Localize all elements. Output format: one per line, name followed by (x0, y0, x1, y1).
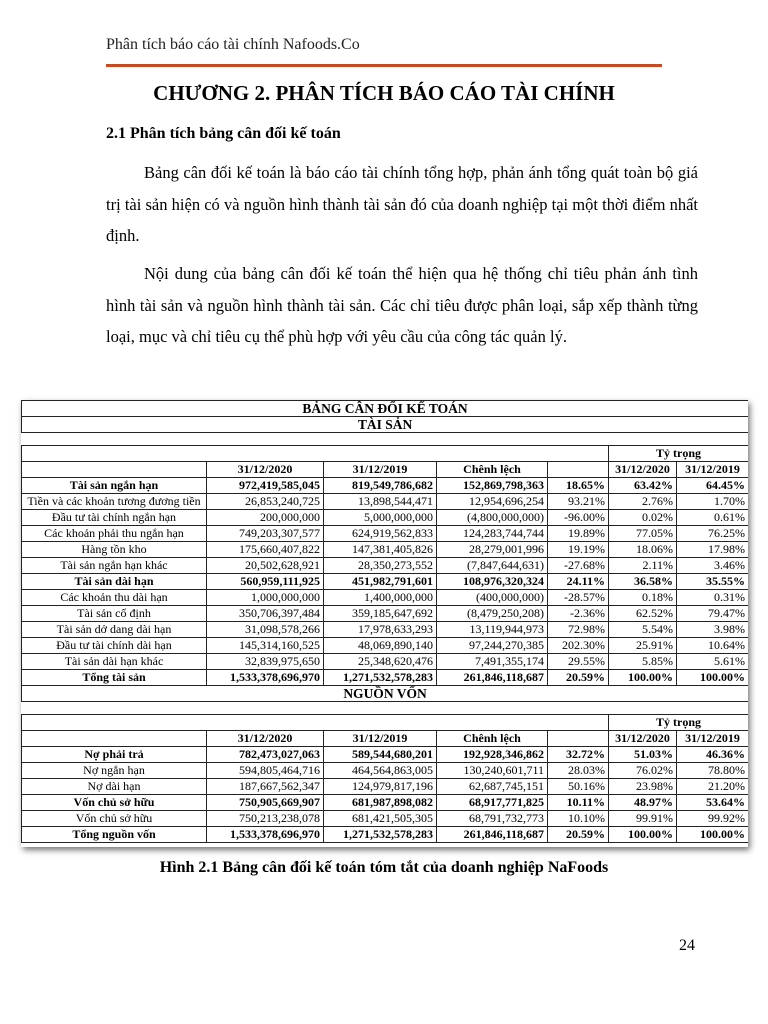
value-cell: 10.10% (548, 811, 609, 827)
row-label: Đầu tư tài chính ngắn hạn (22, 510, 207, 526)
value-cell: 28,350,273,552 (324, 558, 437, 574)
table-row (22, 747, 749, 763)
value-cell: 147,381,405,826 (324, 542, 437, 558)
value-cell: 51.03% (609, 747, 677, 763)
value-cell: 750,213,238,078 (207, 811, 324, 827)
row-label: Hàng tồn kho (22, 542, 207, 558)
paragraph-1: Bảng cân đối kế toán là báo cáo tài chính tổng hợp, phản ánh tổng quát toàn bộ giá trị tài sản hiện có và nguồn hình thành tài sản đó của doanh nghiệp tại một thời điểm nhất định. (106, 163, 698, 245)
value-cell: 261,846,118,687 (437, 827, 548, 843)
value-cell: 750,905,669,907 (207, 795, 324, 811)
value-cell: 76.02% (609, 763, 677, 779)
value-cell: 589,544,680,201 (324, 747, 437, 763)
blank-row (22, 433, 749, 446)
assets-heading-row (22, 417, 749, 433)
value-cell: 79.47% (677, 606, 749, 622)
value-cell: 13,898,544,471 (324, 494, 437, 510)
value-cell: 20,502,628,921 (207, 558, 324, 574)
value-cell: 32,839,975,650 (207, 654, 324, 670)
table-row (22, 606, 749, 622)
value-cell: (8,479,250,208) (437, 606, 548, 622)
row-label: Đầu tư tài chính dài hạn (22, 638, 207, 654)
weight-header-row (22, 715, 749, 731)
value-cell: 21.20% (677, 779, 749, 795)
table-row (22, 827, 749, 843)
section-heading: 2.1 Phân tích bảng cân đối kế toán (106, 125, 341, 142)
value-cell: 63.42% (609, 478, 677, 494)
blank-cell (22, 715, 609, 731)
value-cell: 681,421,505,305 (324, 811, 437, 827)
value-cell: 100.00% (677, 827, 749, 843)
value-cell: 124,283,744,744 (437, 526, 548, 542)
value-cell: 3.46% (677, 558, 749, 574)
row-label: Tài sản dài hạn (22, 574, 207, 590)
table-caption: Hình 2.1 Bảng cân đối kế toán tóm tắt của doanh nghiệp NaFoods (159, 859, 609, 876)
value-cell: 23.98% (609, 779, 677, 795)
value-cell: 17,978,633,293 (324, 622, 437, 638)
row-label: Các khoản thu dài hạn (22, 590, 207, 606)
col-header: Chênh lệch (437, 731, 548, 747)
value-cell: 10.64% (677, 638, 749, 654)
col-header: Chênh lệch (437, 462, 548, 478)
value-cell: 19.19% (548, 542, 609, 558)
value-cell: 681,987,898,082 (324, 795, 437, 811)
value-cell: 50.16% (548, 779, 609, 795)
value-cell: 28,279,001,996 (437, 542, 548, 558)
value-cell: 99.91% (609, 811, 677, 827)
value-cell: 78.80% (677, 763, 749, 779)
row-label: Nợ ngắn hạn (22, 763, 207, 779)
value-cell: 145,314,160,525 (207, 638, 324, 654)
value-cell: 100.00% (677, 670, 749, 686)
row-label: Vốn chủ sở hữu (22, 795, 207, 811)
col-header: 31/12/2019 (677, 731, 749, 747)
table-row (22, 542, 749, 558)
value-cell: 77.05% (609, 526, 677, 542)
blank-cell (22, 446, 609, 462)
value-cell: 68,791,732,773 (437, 811, 548, 827)
value-cell: 5.61% (677, 654, 749, 670)
value-cell: 25,348,620,476 (324, 654, 437, 670)
blank-cell (22, 731, 207, 747)
table-row (22, 763, 749, 779)
table-row (22, 779, 749, 795)
balance-sheet-table (21, 400, 748, 843)
table-row (22, 510, 749, 526)
row-label: Tiền và các khoản tương đương tiền (22, 494, 207, 510)
table-row (22, 494, 749, 510)
row-label: Các khoản phải thu ngắn hạn (22, 526, 207, 542)
paragraph-2: Nội dung của bảng cân đối kế toán thể hiện qua hệ thống chỉ tiêu phản ánh tình hình tài sản và nguồn hình thành tài sản. Các chỉ tiêu được phân loại, sắp xếp thành từng loại, mục và chỉ tiêu cụ thể phù hợp với yêu cầu của công tác quản lý. (106, 264, 698, 346)
value-cell: 31,098,578,266 (207, 622, 324, 638)
value-cell: 819,549,786,682 (324, 478, 437, 494)
value-cell: 17.98% (677, 542, 749, 558)
table-row (22, 558, 749, 574)
value-cell: 1,271,532,578,283 (324, 827, 437, 843)
value-cell: 29.55% (548, 654, 609, 670)
value-cell: 24.11% (548, 574, 609, 590)
value-cell: 749,203,307,577 (207, 526, 324, 542)
value-cell: 108,976,320,324 (437, 574, 548, 590)
table-row (22, 811, 749, 827)
row-label: Tổng nguồn vốn (22, 827, 207, 843)
value-cell: 20.59% (548, 670, 609, 686)
blank-cell (22, 433, 749, 446)
balance-sheet-table-figure (21, 400, 748, 847)
value-cell: 560,959,111,925 (207, 574, 324, 590)
blank-cell (22, 702, 749, 715)
value-cell: 76.25% (677, 526, 749, 542)
row-label: Nợ phải trả (22, 747, 207, 763)
value-cell: -2.36% (548, 606, 609, 622)
value-cell: 48.97% (609, 795, 677, 811)
row-label: Tài sản cố định (22, 606, 207, 622)
value-cell: 972,419,585,045 (207, 478, 324, 494)
weight-heading: Tỷ trọng (609, 715, 749, 731)
table-row (22, 795, 749, 811)
blank-cell (548, 731, 609, 747)
value-cell: 1,533,378,696,970 (207, 827, 324, 843)
sources-heading: NGUỒN VỐN (22, 686, 749, 702)
value-cell: 0.18% (609, 590, 677, 606)
value-cell: 624,919,562,833 (324, 526, 437, 542)
value-cell: 1.70% (677, 494, 749, 510)
table-row (22, 638, 749, 654)
value-cell: 5,000,000,000 (324, 510, 437, 526)
value-cell: 350,706,397,484 (207, 606, 324, 622)
value-cell: 124,979,817,196 (324, 779, 437, 795)
value-cell: 19.89% (548, 526, 609, 542)
weight-heading: Tỷ trọng (609, 446, 749, 462)
value-cell: 35.55% (677, 574, 749, 590)
value-cell: 99.92% (677, 811, 749, 827)
value-cell: 13,119,944,973 (437, 622, 548, 638)
table-title-row (22, 401, 749, 417)
chapter-title: CHƯƠNG 2. PHÂN TÍCH BÁO CÁO TÀI CHÍNH (153, 81, 615, 105)
row-label: Vốn chủ sở hữu (22, 811, 207, 827)
value-cell: 18.65% (548, 478, 609, 494)
value-cell: 782,473,027,063 (207, 747, 324, 763)
page-header: Phân tích báo cáo tài chính Nafoods.Co (106, 36, 360, 53)
value-cell: 7,491,355,174 (437, 654, 548, 670)
col-header: 31/12/2020 (609, 731, 677, 747)
value-cell: 46.36% (677, 747, 749, 763)
column-header-row (22, 731, 749, 747)
sources-heading-row (22, 686, 749, 702)
value-cell: 464,564,863,005 (324, 763, 437, 779)
blank-row (22, 702, 749, 715)
col-header: 31/12/2020 (207, 462, 324, 478)
value-cell: (7,847,644,631) (437, 558, 548, 574)
value-cell: 1,400,000,000 (324, 590, 437, 606)
value-cell: 152,869,798,363 (437, 478, 548, 494)
value-cell: 261,846,118,687 (437, 670, 548, 686)
value-cell: 359,185,647,692 (324, 606, 437, 622)
table-row (22, 478, 749, 494)
page-number: 24 (679, 937, 695, 954)
value-cell: 26,853,240,725 (207, 494, 324, 510)
value-cell: 100.00% (609, 670, 677, 686)
value-cell: 0.61% (677, 510, 749, 526)
row-label: Tài sản dài hạn khác (22, 654, 207, 670)
table-row (22, 574, 749, 590)
value-cell: 93.21% (548, 494, 609, 510)
value-cell: 97,244,270,385 (437, 638, 548, 654)
value-cell: 2.76% (609, 494, 677, 510)
value-cell: 451,982,791,601 (324, 574, 437, 590)
value-cell: 130,240,601,711 (437, 763, 548, 779)
value-cell: 18.06% (609, 542, 677, 558)
value-cell: (400,000,000) (437, 590, 548, 606)
value-cell: 2.11% (609, 558, 677, 574)
value-cell: 1,000,000,000 (207, 590, 324, 606)
value-cell: -96.00% (548, 510, 609, 526)
value-cell: 10.11% (548, 795, 609, 811)
header-rule (106, 64, 662, 67)
row-label: Nợ dài hạn (22, 779, 207, 795)
value-cell: 62.52% (609, 606, 677, 622)
weight-header-row (22, 446, 749, 462)
value-cell: 1,533,378,696,970 (207, 670, 324, 686)
row-label: Tài sản ngắn hạn (22, 478, 207, 494)
value-cell: -28.57% (548, 590, 609, 606)
value-cell: 68,917,771,825 (437, 795, 548, 811)
value-cell: 594,805,464,716 (207, 763, 324, 779)
row-label: Tài sản dở dang dài hạn (22, 622, 207, 638)
column-header-row (22, 462, 749, 478)
blank-cell (548, 462, 609, 478)
col-header: 31/12/2020 (609, 462, 677, 478)
value-cell: 0.02% (609, 510, 677, 526)
table-row (22, 526, 749, 542)
value-cell: 48,069,890,140 (324, 638, 437, 654)
table-row (22, 670, 749, 686)
value-cell: 100.00% (609, 827, 677, 843)
value-cell: 175,660,407,822 (207, 542, 324, 558)
value-cell: 64.45% (677, 478, 749, 494)
value-cell: 32.72% (548, 747, 609, 763)
value-cell: 12,954,696,254 (437, 494, 548, 510)
value-cell: 25.91% (609, 638, 677, 654)
value-cell: -27.68% (548, 558, 609, 574)
value-cell: 28.03% (548, 763, 609, 779)
value-cell: 5.85% (609, 654, 677, 670)
table-row (22, 622, 749, 638)
table-row (22, 654, 749, 670)
value-cell: 3.98% (677, 622, 749, 638)
col-header: 31/12/2019 (677, 462, 749, 478)
value-cell: 62,687,745,151 (437, 779, 548, 795)
value-cell: 200,000,000 (207, 510, 324, 526)
col-header: 31/12/2020 (207, 731, 324, 747)
table-title: BẢNG CÂN ĐỐI KẾ TOÁN (22, 401, 749, 417)
row-label: Tổng tài sản (22, 670, 207, 686)
value-cell: 36.58% (609, 574, 677, 590)
table-row (22, 590, 749, 606)
value-cell: 5.54% (609, 622, 677, 638)
value-cell: (4,800,000,000) (437, 510, 548, 526)
assets-heading: TÀI SẢN (22, 417, 749, 433)
value-cell: 53.64% (677, 795, 749, 811)
value-cell: 72.98% (548, 622, 609, 638)
value-cell: 202.30% (548, 638, 609, 654)
blank-cell (22, 462, 207, 478)
value-cell: 20.59% (548, 827, 609, 843)
col-header: 31/12/2019 (324, 731, 437, 747)
value-cell: 1,271,532,578,283 (324, 670, 437, 686)
value-cell: 192,928,346,862 (437, 747, 548, 763)
value-cell: 187,667,562,347 (207, 779, 324, 795)
col-header: 31/12/2019 (324, 462, 437, 478)
value-cell: 0.31% (677, 590, 749, 606)
row-label: Tài sản ngắn hạn khác (22, 558, 207, 574)
